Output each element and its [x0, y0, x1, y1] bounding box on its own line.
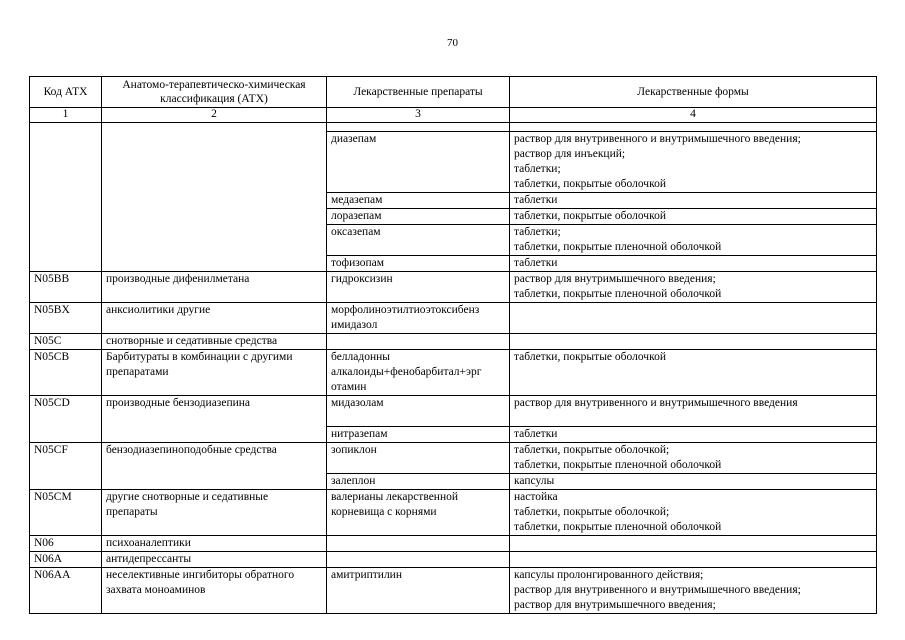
atx-code-line: N05CM [34, 491, 72, 503]
atx-classification [102, 272, 327, 303]
atx-code [30, 396, 102, 427]
atx-classification-line: препаратами [106, 366, 169, 378]
atx-classification [102, 443, 327, 474]
atx-classification-line: препараты [106, 506, 158, 518]
dosage-forms [510, 334, 877, 350]
atx-classification [102, 350, 327, 396]
table-row [30, 536, 877, 552]
dosage-forms-line: таблетки, покрытые оболочкой; [514, 506, 670, 518]
drug-name [327, 443, 510, 474]
atx-code [30, 536, 102, 552]
header-drugs: Лекарственные препараты [327, 77, 510, 108]
table-row [30, 272, 877, 303]
drug-name-line: алкалоиды+фенобарбитал+эрг [331, 366, 482, 378]
atx-code [30, 443, 102, 474]
dosage-forms [510, 536, 877, 552]
dosage-forms-line: таблетки; [514, 163, 561, 175]
atx-code-line: N05CF [34, 444, 68, 456]
dosage-forms [510, 256, 877, 272]
dosage-forms [510, 225, 877, 256]
atx-code-line: N06AA [34, 569, 71, 581]
atx-classification [102, 552, 327, 568]
drug-name-line: оксазепам [331, 226, 381, 238]
atx-code [30, 272, 102, 303]
atx-code [30, 490, 102, 536]
dosage-forms [510, 474, 877, 490]
table-row [30, 209, 877, 225]
table-row [30, 334, 877, 350]
column-number: 3 [327, 108, 510, 123]
dosage-forms [510, 303, 877, 334]
dosage-forms-line: раствор для внутривенного и внутримышечного введения [514, 397, 798, 409]
atx-code [30, 132, 102, 193]
atx-classification [102, 225, 327, 256]
drug-name-line: залеплон [331, 475, 376, 487]
header-code: Код АТХ [30, 77, 102, 108]
dosage-forms-line: таблетки; [514, 226, 561, 238]
dosage-forms-line: таблетки, покрытые оболочкой; [514, 444, 670, 456]
drug-name [327, 536, 510, 552]
dosage-forms [510, 443, 877, 474]
dosage-forms-line: раствор для внутримышечного введения; [514, 273, 716, 285]
dosage-forms [510, 568, 877, 614]
column-number: 4 [510, 108, 877, 123]
table-row [30, 193, 877, 209]
dosage-forms-line: таблетки [514, 194, 558, 206]
atx-code-line: N05BX [34, 304, 70, 316]
header-row [30, 77, 877, 108]
dosage-forms-line: таблетки, покрытые оболочкой [514, 178, 666, 190]
dosage-forms-line: таблетки, покрытые оболочкой [514, 210, 666, 222]
table-row [30, 225, 877, 256]
atx-table [29, 76, 877, 614]
atx-code [30, 225, 102, 256]
drug-name-line: нитразепам [331, 428, 388, 440]
dosage-forms [510, 427, 877, 443]
drug-name-line: мидазолам [331, 397, 384, 409]
drug-name [327, 225, 510, 256]
table-row [30, 427, 877, 443]
atx-code [30, 474, 102, 490]
drug-name-line: белладонны [331, 351, 391, 363]
atx-classification [102, 474, 327, 490]
atx-code-line: N05CB [34, 351, 70, 363]
table-body [30, 123, 877, 614]
atx-classification [102, 193, 327, 209]
drug-name [327, 568, 510, 614]
atx-classification [102, 303, 327, 334]
dosage-forms-line: таблетки, покрытые пленочной оболочкой [514, 241, 722, 253]
drug-name [327, 256, 510, 272]
atx-classification-line: анксиолитики другие [106, 304, 211, 316]
atx-classification [102, 396, 327, 427]
drug-name-line: лоразепам [331, 210, 382, 222]
drug-name-line: медазепам [331, 194, 383, 206]
table-row [30, 303, 877, 334]
dosage-forms-line: капсулы пролонгированного действия; [514, 569, 704, 581]
drug-name [327, 427, 510, 443]
atx-code-line: N05CD [34, 397, 70, 409]
atx-classification [102, 132, 327, 193]
drug-name-line: имидазол [331, 319, 378, 331]
table-row [30, 396, 877, 427]
drug-name-line: валерианы лекарственной [331, 491, 459, 503]
header-forms: Лекарственные формы [510, 77, 877, 108]
dosage-forms-line: капсулы [514, 475, 555, 487]
dosage-forms-line: раствор для инъекций; [514, 148, 626, 160]
atx-classification-line: неселективные ингибиторы обратного [106, 569, 295, 581]
atx-code [30, 568, 102, 614]
dosage-forms-line: таблетки [514, 257, 558, 269]
atx-code [30, 256, 102, 272]
atx-classification [102, 536, 327, 552]
drug-name-line: диазепам [331, 133, 377, 145]
dosage-forms-line: раствор для внутривенного и внутримышечного введения; [514, 584, 801, 596]
dosage-forms [510, 490, 877, 536]
header-classification: Анатомо-терапевтическо-химическая классификация (АТХ) [102, 77, 327, 108]
atx-code [30, 193, 102, 209]
atx-classification-line: производные бензодиазепина [106, 397, 251, 409]
empty-cell [510, 123, 877, 132]
drug-name [327, 396, 510, 427]
dosage-forms-line: раствор для внутримышечного введения; [514, 599, 716, 611]
drug-name [327, 350, 510, 396]
atx-classification [102, 334, 327, 350]
atx-classification [102, 256, 327, 272]
table-row [30, 132, 877, 193]
dosage-forms-line: таблетки, покрытые оболочкой [514, 351, 666, 363]
table-row [30, 256, 877, 272]
dosage-forms [510, 209, 877, 225]
dosage-forms-line: таблетки, покрытые пленочной оболочкой [514, 521, 722, 533]
drug-name-line: отамин [331, 381, 367, 393]
drug-name [327, 552, 510, 568]
atx-code-line: N06A [34, 553, 63, 565]
page-number: 70 [447, 37, 458, 49]
table-row [30, 350, 877, 396]
drug-name-line: гидроксизин [331, 273, 393, 285]
atx-code [30, 552, 102, 568]
dosage-forms [510, 552, 877, 568]
empty-cell [102, 123, 327, 132]
atx-classification-line: другие снотворные и седативные [106, 491, 269, 503]
drug-name-line: амитриптилин [331, 569, 402, 581]
drug-name-line: тофизопам [331, 257, 384, 269]
drug-name [327, 209, 510, 225]
atx-code [30, 350, 102, 396]
dosage-forms [510, 272, 877, 303]
empty-cell [30, 123, 102, 132]
drug-name [327, 272, 510, 303]
dosage-forms-line: настойка [514, 491, 558, 503]
drug-name-line: зопиклон [331, 444, 377, 456]
atx-classification [102, 427, 327, 443]
drug-name-line: корневища с корнями [331, 506, 437, 518]
spacer-row [30, 123, 877, 132]
atx-classification-line: психоаналептики [106, 537, 191, 549]
atx-classification-line: бензодиазепиноподобные средства [106, 444, 277, 456]
table-row [30, 552, 877, 568]
dosage-forms-line: таблетки [514, 428, 558, 440]
atx-classification-line: антидепрессанты [106, 553, 192, 565]
table-row [30, 474, 877, 490]
column-number: 1 [30, 108, 102, 123]
atx-classification-line: производные дифенилметана [106, 273, 250, 285]
drug-name [327, 334, 510, 350]
drug-name [327, 303, 510, 334]
atx-code-line: N05BB [34, 273, 70, 285]
drug-name [327, 193, 510, 209]
atx-code [30, 334, 102, 350]
dosage-forms [510, 350, 877, 396]
column-number: 2 [102, 108, 327, 123]
dosage-forms-line: таблетки, покрытые пленочной оболочкой [514, 459, 722, 471]
atx-code [30, 209, 102, 225]
dosage-forms [510, 396, 877, 427]
drug-name [327, 132, 510, 193]
atx-classification [102, 490, 327, 536]
table-row [30, 490, 877, 536]
atx-code-line: N06 [34, 537, 54, 549]
drug-name [327, 490, 510, 536]
column-number-row [30, 108, 877, 123]
dosage-forms-line: таблетки, покрытые пленочной оболочкой [514, 288, 722, 300]
dosage-forms [510, 132, 877, 193]
atx-code-line: N05C [34, 335, 62, 347]
dosage-forms-line: раствор для внутривенного и внутримышечного введения; [514, 133, 801, 145]
atx-classification [102, 209, 327, 225]
table-row [30, 568, 877, 614]
atx-classification-line: захвата моноаминов [106, 584, 206, 596]
drug-name [327, 474, 510, 490]
atx-code [30, 427, 102, 443]
empty-cell [327, 123, 510, 132]
atx-code [30, 303, 102, 334]
dosage-forms [510, 193, 877, 209]
drug-name-line: морфолиноэтилтиоэтоксибенз [331, 304, 480, 316]
atx-classification-line: Барбитураты в комбинации с другими [106, 351, 293, 363]
atx-classification-line: снотворные и седативные средства [106, 335, 278, 347]
table-row [30, 443, 877, 474]
atx-classification [102, 568, 327, 614]
